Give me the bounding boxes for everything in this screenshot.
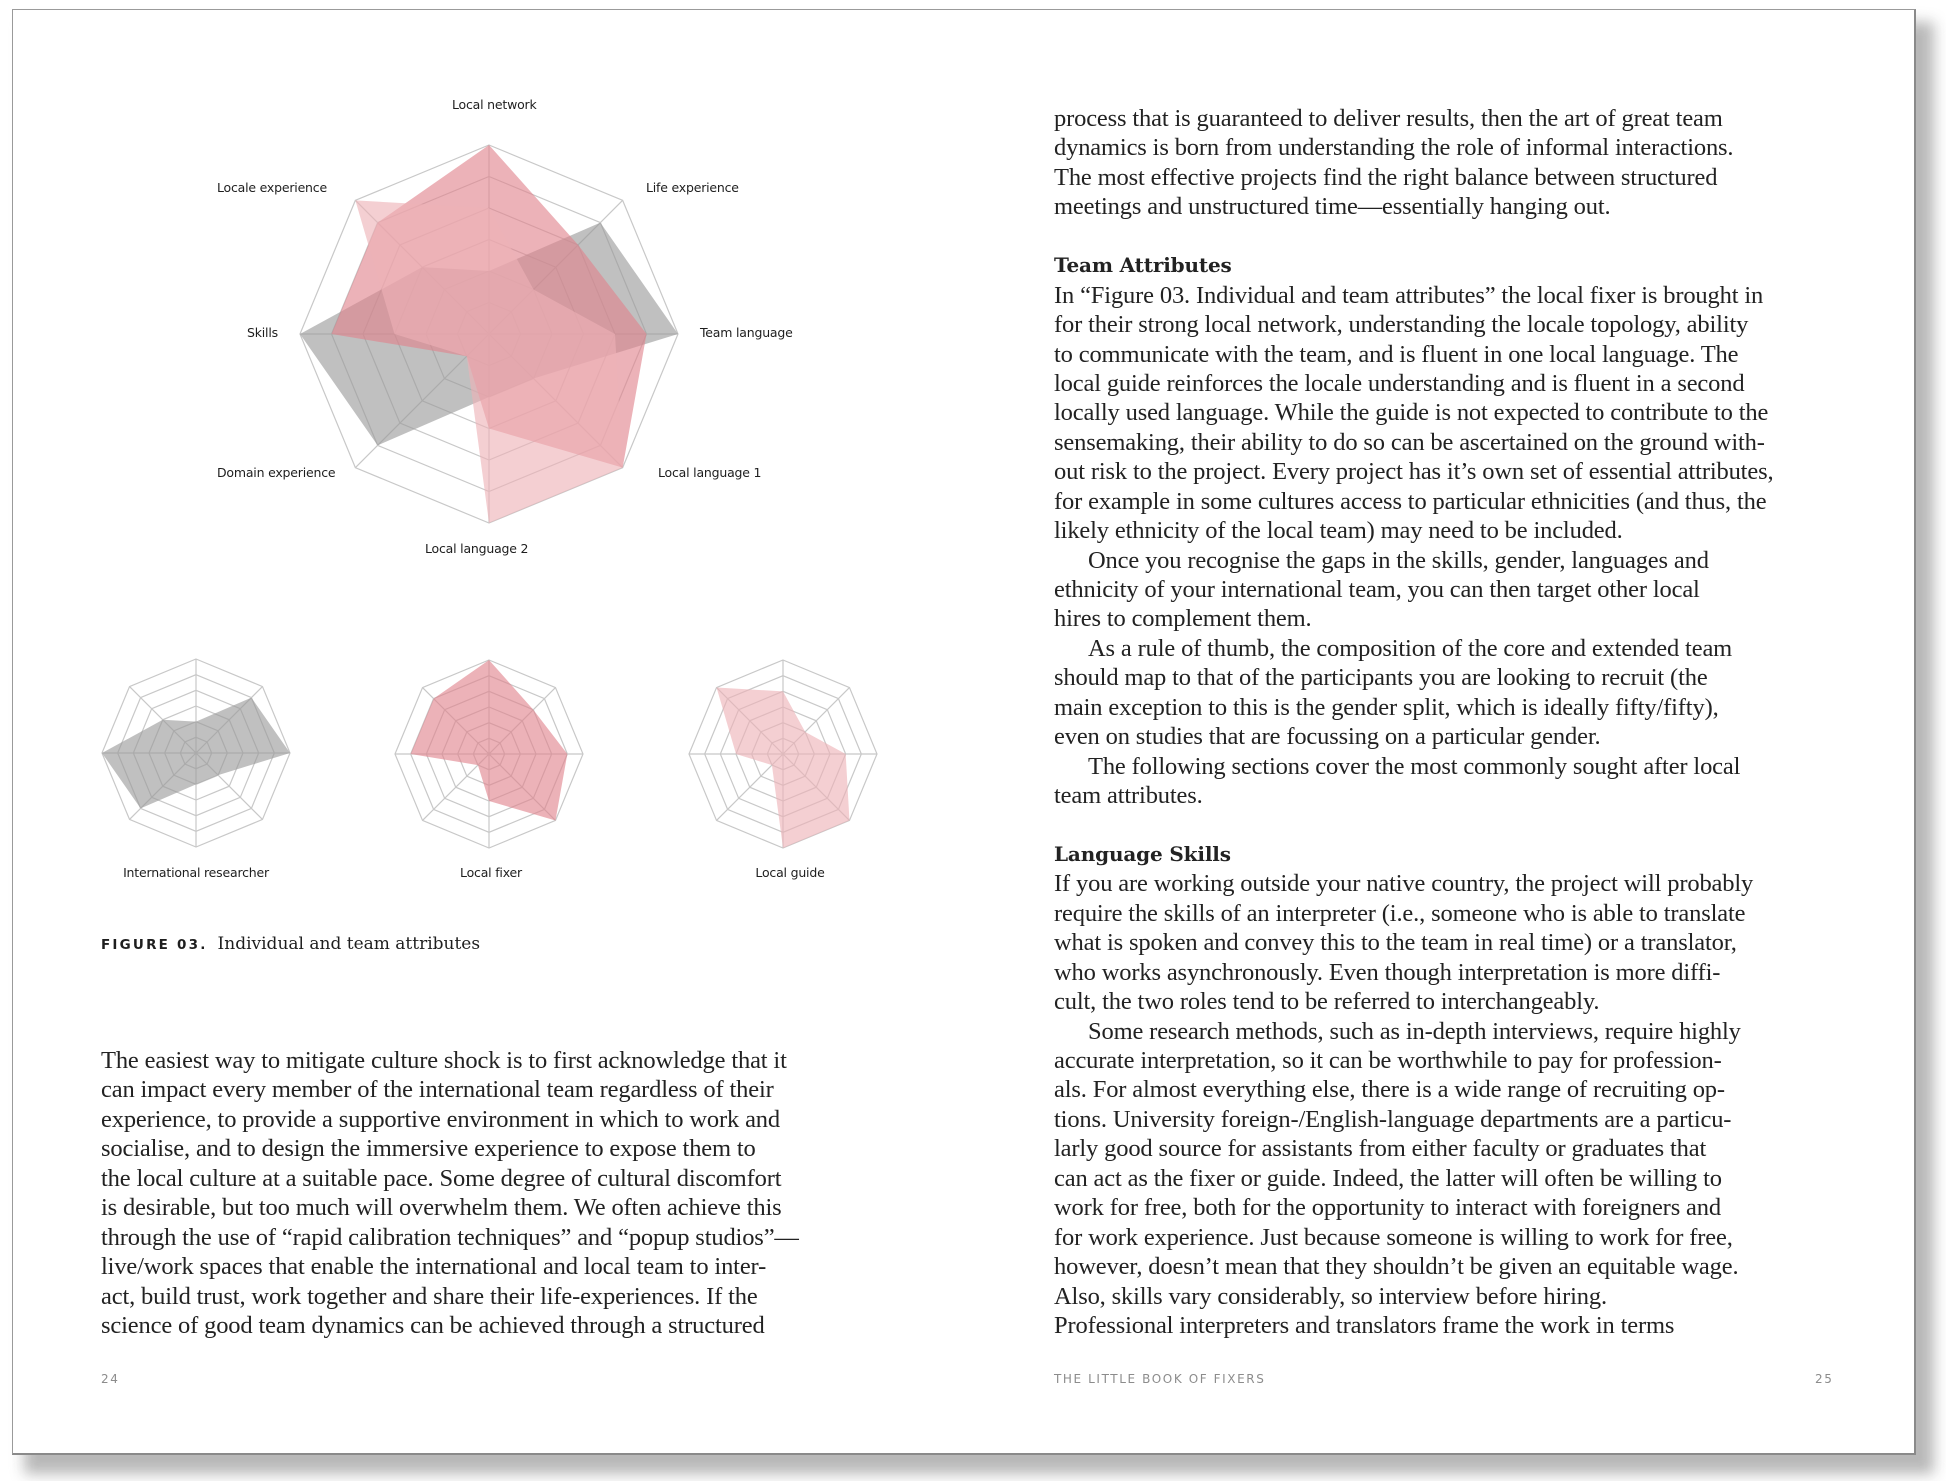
paragraph-spacer <box>1054 811 1773 840</box>
paragraph-line: dynamics is born from understanding the role of informal interactions. <box>1054 134 1734 162</box>
section-heading-language-skills: Language Skills <box>1054 841 1231 866</box>
figure-caption-text: Individual and team attributes <box>217 934 481 954</box>
paragraph-line: science of good team dynamics can be achieved through a structured <box>101 1311 765 1339</box>
paragraph-line: out risk to the project. Every project has it’s own set of essential attributes, <box>1054 458 1774 486</box>
paragraph-line: As a rule of thumb, the composition of the core and extended team <box>1088 634 1733 662</box>
paragraph-line: The easiest way to mitigate culture shock is to first acknowledge that it <box>101 1047 787 1074</box>
paragraph-line: to communicate with the team, and is fluent in one local language. The <box>1054 340 1739 368</box>
paragraph-line: can impact every member of the international team regardless of their <box>101 1076 774 1104</box>
right-page-body <box>1054 104 1773 1340</box>
paragraph-line: team attributes. <box>1054 782 1203 810</box>
axis-label-local-language-2: Local language 2 <box>425 541 529 556</box>
mini-radar-label-local-fixer: Local fixer <box>460 865 522 880</box>
axis-label-skills: Skills <box>247 325 278 340</box>
radar-series-local-guide <box>717 688 850 848</box>
axis-label-local-language-1: Local language 1 <box>658 465 762 480</box>
paragraph-line: socialise, and to design the immersive experience to expose them to <box>101 1135 756 1163</box>
paragraph-line: accurate interpretation, so it can be worthwhile to pay for profession- <box>1054 1047 1722 1074</box>
paragraph-line: Once you recognise the gaps in the skills, gender, languages and <box>1088 546 1709 574</box>
section-heading-team-attributes: Team Attributes <box>1054 253 1232 278</box>
radar-main-team-attributes <box>300 145 678 523</box>
paragraph-line: through the use of “rapid calibration techniques” and “popup studios”— <box>101 1223 799 1251</box>
radar-mini-local-guide <box>689 660 877 848</box>
paragraph-line: Also, skills vary considerably, so interview before hiring. <box>1054 1282 1607 1310</box>
paragraph-line: sensemaking, their ability to do so can be ascertained on the ground with- <box>1054 428 1765 456</box>
paragraph-line: even on studies that are focussing on a particular gender. <box>1054 723 1601 751</box>
paragraph-line: likely ethnicity of the local team) may need to be included. <box>1054 517 1623 545</box>
paragraph-line: Professional interpreters and translators frame the work in terms <box>1054 1311 1675 1339</box>
paragraph-line: however, doesn’t mean that they shouldn’t be given an equitable wage. <box>1054 1253 1739 1281</box>
radar-mini-local-fixer <box>395 660 583 848</box>
mini-radar-label-local-guide: Local guide <box>755 865 825 880</box>
paragraph-line: can act as the fixer or guide. Indeed, the latter will often be willing to <box>1054 1164 1722 1192</box>
paragraph-line: what is spoken and convey this to the team in real time) or a translator, <box>1054 929 1737 957</box>
paragraph-line: tions. University foreign-/English-language departments are a particu- <box>1054 1105 1732 1133</box>
paragraph-line: als. For almost everything else, there is a wide range of recruiting op- <box>1054 1076 1725 1104</box>
axis-label-locale-experience: Locale experience <box>217 180 327 195</box>
paragraph-line: If you are working outside your native country, the project will probably <box>1054 870 1754 898</box>
paragraph-line: The most effective projects find the right balance between structured <box>1054 163 1718 191</box>
paragraph-line: act, build trust, work together and share their life-experiences. If the <box>101 1282 758 1310</box>
paragraph-line: local guide reinforces the locale understanding and is fluent in a second <box>1054 369 1745 397</box>
paragraph-line: require the skills of an interpreter (i.e., someone who is able to translate <box>1054 899 1746 927</box>
axis-label-domain-experience: Domain experience <box>217 465 336 480</box>
paragraph-line: for their strong local network, understanding the locale topology, ability <box>1054 311 1749 339</box>
paragraph-line: cult, the two roles tend to be referred to interchangeably. <box>1054 988 1600 1016</box>
paragraph-line: locally used language. While the guide is not expected to contribute to the <box>1054 399 1769 427</box>
paragraph-line: for example in some cultures access to particular ethnicities (and thus, the <box>1054 487 1767 515</box>
paragraph-line: work for free, both for the opportunity to interact with foreigners and <box>1054 1194 1721 1222</box>
paragraph-line: meetings and unstructured time—essentially hanging out. <box>1054 193 1611 221</box>
paragraph-line: The following sections cover the most commonly sought after local <box>1088 752 1741 780</box>
paragraph-line: larly good source for assistants from either faculty or graduates that <box>1054 1135 1707 1163</box>
paragraph-line: experience, to provide a supportive environment in which to work and <box>101 1105 781 1133</box>
axis-label-life-experience: Life experience <box>646 180 739 195</box>
radar-mini-international-researcher <box>102 659 290 847</box>
paragraph-line: In “Figure 03. Individual and team attributes” the local fixer is brought in <box>1054 281 1764 309</box>
paragraph-line: should map to that of the participants you are looking to recruit (the <box>1054 664 1708 692</box>
paragraph-spacer <box>1054 222 1773 251</box>
paragraph-line: is desirable, but too much will overwhelm them. We often achieve this <box>101 1194 782 1222</box>
figure-number: FIGURE 03. <box>101 937 208 953</box>
paragraph-line: live/work spaces that enable the international and local team to inter- <box>101 1253 767 1281</box>
axis-label-team-language: Team language <box>700 325 793 340</box>
paragraph-line: process that is guaranteed to deliver results, then the art of great team <box>1054 105 1723 132</box>
paragraph-line: ethnicity of your international team, you can then target other local <box>1054 576 1700 603</box>
paragraph-line: who works asynchronously. Even though interpretation is more diffi- <box>1054 958 1721 986</box>
paragraph-line: hires to complement them. <box>1054 605 1312 633</box>
paragraph-line: Some research methods, such as in-depth interviews, require highly <box>1088 1017 1741 1045</box>
axis-label-local-network: Local network <box>452 97 537 112</box>
paragraph-line: for work experience. Just because someone is willing to work for free, <box>1054 1223 1733 1251</box>
paragraph-line: main exception to this is the gender split, which is ideally fifty/fifty), <box>1054 693 1719 721</box>
radar-series-local-fixer <box>411 660 568 820</box>
running-title: THE LITTLE BOOK OF FIXERS <box>1054 1372 1266 1386</box>
left-page-body <box>101 1046 799 1340</box>
left-page-number: 24 <box>101 1372 120 1386</box>
right-page-number: 25 <box>1815 1372 1834 1386</box>
paragraph-line: the local culture at a suitable pace. Some degree of cultural discomfort <box>101 1164 782 1192</box>
mini-radar-label-international-researcher: International researcher <box>123 865 269 880</box>
figure-caption <box>101 934 480 954</box>
